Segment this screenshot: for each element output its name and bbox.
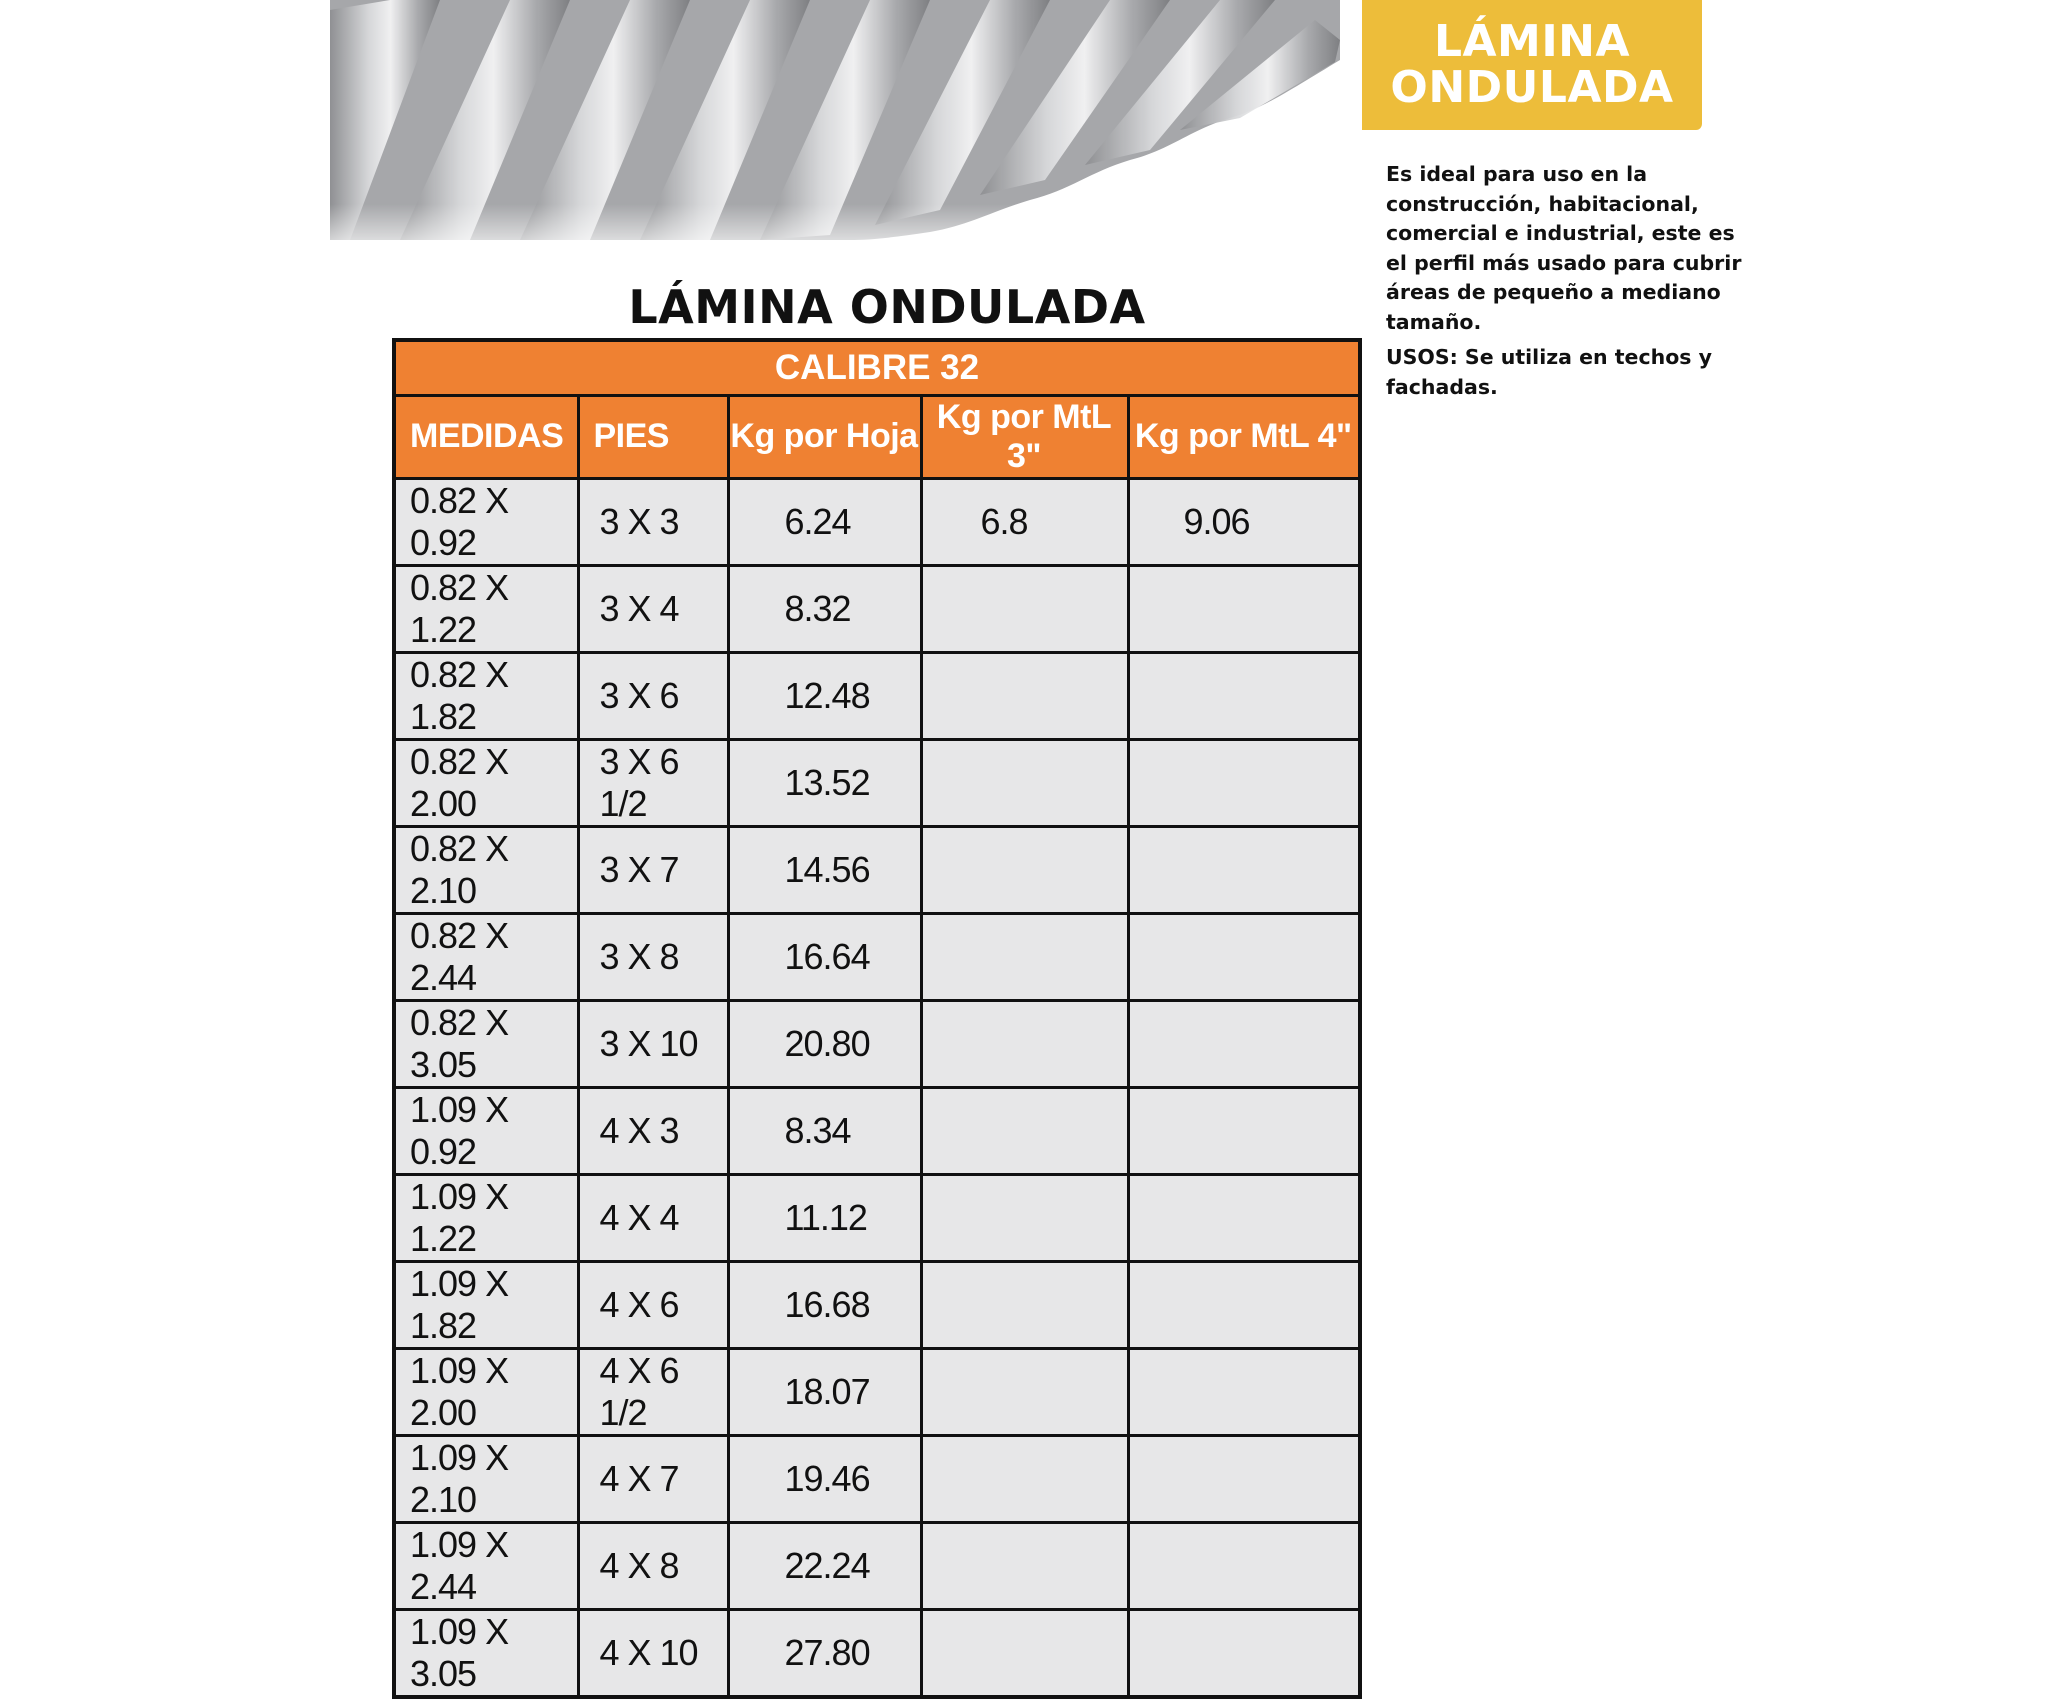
table-row: [396, 1261, 1358, 1348]
table-cell: 3 X 10: [578, 1000, 728, 1087]
corrugated-sheet-image: [330, 0, 1350, 240]
table-cell: 0.82 X 2.00: [396, 739, 578, 826]
table-cell: [921, 1000, 1128, 1087]
table-cell: 6.24: [728, 478, 921, 565]
table-cell: 4 X 10: [578, 1609, 728, 1695]
table-cell: 6.8: [921, 478, 1128, 565]
product-description: Es ideal para uso en la construcción, habitacional, comercial e industrial, este es el perfil más usado para cubrir áreas de pequeño a mediano tamaño.: [1386, 162, 1742, 334]
table-cell: [921, 1348, 1128, 1435]
table-cell: 22.24: [728, 1522, 921, 1609]
table-row: [396, 565, 1358, 652]
table-cell: 1.09 X 1.22: [396, 1174, 578, 1261]
table-cell: 14.56: [728, 826, 921, 913]
brand-label: [1362, 0, 1702, 130]
table-cell: 3 X 6 1/2: [578, 739, 728, 826]
table-cell: 0.82 X 2.44: [396, 913, 578, 1000]
table-row: [396, 1000, 1358, 1087]
table-cell: [1128, 1435, 1358, 1522]
table-cell: 4 X 6: [578, 1261, 728, 1348]
table-cell: [1128, 565, 1358, 652]
table-cell: [1128, 1522, 1358, 1609]
table-cell: 0.82 X 3.05: [396, 1000, 578, 1087]
table-cell: 8.34: [728, 1087, 921, 1174]
table-row: [396, 826, 1358, 913]
table-row: [396, 1435, 1358, 1522]
table-cell: [921, 1174, 1128, 1261]
table-cell: [1128, 739, 1358, 826]
table-row: [396, 1522, 1358, 1609]
table-cell: 3 X 7: [578, 826, 728, 913]
table-row: [396, 478, 1358, 565]
table-cell: [921, 1522, 1128, 1609]
table-cell: [1128, 1174, 1358, 1261]
table-cell: 3 X 6: [578, 652, 728, 739]
product-uses: USOS: Se utiliza en techos y fachadas.: [1386, 345, 1712, 399]
table-cell: 4 X 3: [578, 1087, 728, 1174]
table-cell: 11.12: [728, 1174, 921, 1261]
table-cell: [1128, 826, 1358, 913]
table-cell: [1128, 1348, 1358, 1435]
table-cell: 4 X 6 1/2: [578, 1348, 728, 1435]
table-row: [396, 1348, 1358, 1435]
table-cell: 16.64: [728, 913, 921, 1000]
table-cell: 1.09 X 1.82: [396, 1261, 578, 1348]
table-cell: [1128, 652, 1358, 739]
table-cell: 1.09 X 2.00: [396, 1348, 578, 1435]
table-cell: 3 X 3: [578, 478, 728, 565]
table-cell: 20.80: [728, 1000, 921, 1087]
column-header: PIES: [578, 395, 728, 478]
table-cell: 0.82 X 2.10: [396, 826, 578, 913]
table-row: [396, 1174, 1358, 1261]
brand-title-line1: LÁMINA: [1433, 16, 1631, 67]
table-cell: 1.09 X 2.10: [396, 1435, 578, 1522]
table-cell: [921, 1609, 1128, 1695]
table-cell: 8.32: [728, 565, 921, 652]
table-cell: [921, 739, 1128, 826]
column-header: Kg por MtL 4": [1128, 395, 1358, 478]
table-cell: 27.80: [728, 1609, 921, 1695]
table-cell: 9.06: [1128, 478, 1358, 565]
table-cell: 4 X 7: [578, 1435, 728, 1522]
table-cell: 4 X 4: [578, 1174, 728, 1261]
table-cell: [921, 913, 1128, 1000]
table-cell: [1128, 1261, 1358, 1348]
brand-title-line2: ONDULADA: [1390, 62, 1674, 113]
table-cell: [1128, 913, 1358, 1000]
column-header: Kg por MtL 3": [921, 395, 1128, 478]
table-row: [396, 1609, 1358, 1695]
table-cell: [921, 652, 1128, 739]
table-cell: 1.09 X 2.44: [396, 1522, 578, 1609]
column-header: MEDIDAS: [396, 395, 578, 478]
table-cell: [1128, 1000, 1358, 1087]
table-cell: 18.07: [728, 1348, 921, 1435]
table-cell: 16.68: [728, 1261, 921, 1348]
table-cell: [1128, 1609, 1358, 1695]
table-row: [396, 739, 1358, 826]
table-row: [396, 913, 1358, 1000]
table-cell: 1.09 X 0.92: [396, 1087, 578, 1174]
table-cell: [921, 1087, 1128, 1174]
table-cell: 3 X 4: [578, 565, 728, 652]
table-cell: [921, 1435, 1128, 1522]
table-row: [396, 1087, 1358, 1174]
table-cell: 12.48: [728, 652, 921, 739]
table-cell: 4 X 8: [578, 1522, 728, 1609]
table-cell: 3 X 8: [578, 913, 728, 1000]
table-cell: 0.82 X 0.92: [396, 478, 578, 565]
table-row: [396, 652, 1358, 739]
table-cell: 0.82 X 1.22: [396, 565, 578, 652]
table-cell: 19.46: [728, 1435, 921, 1522]
column-header: Kg por Hoja: [728, 395, 921, 478]
table-cell: 0.82 X 1.82: [396, 652, 578, 739]
table-cell: 1.09 X 3.05: [396, 1609, 578, 1695]
table-title: LÁMINA ONDULADA: [628, 280, 1146, 334]
table-cell: [921, 565, 1128, 652]
table-cell: [1128, 1087, 1358, 1174]
table-cell: 13.52: [728, 739, 921, 826]
table-cell: [921, 826, 1128, 913]
table-cell: [921, 1261, 1128, 1348]
specs-table: [392, 338, 1362, 1699]
caliber-header: CALIBRE 32: [396, 342, 1358, 395]
